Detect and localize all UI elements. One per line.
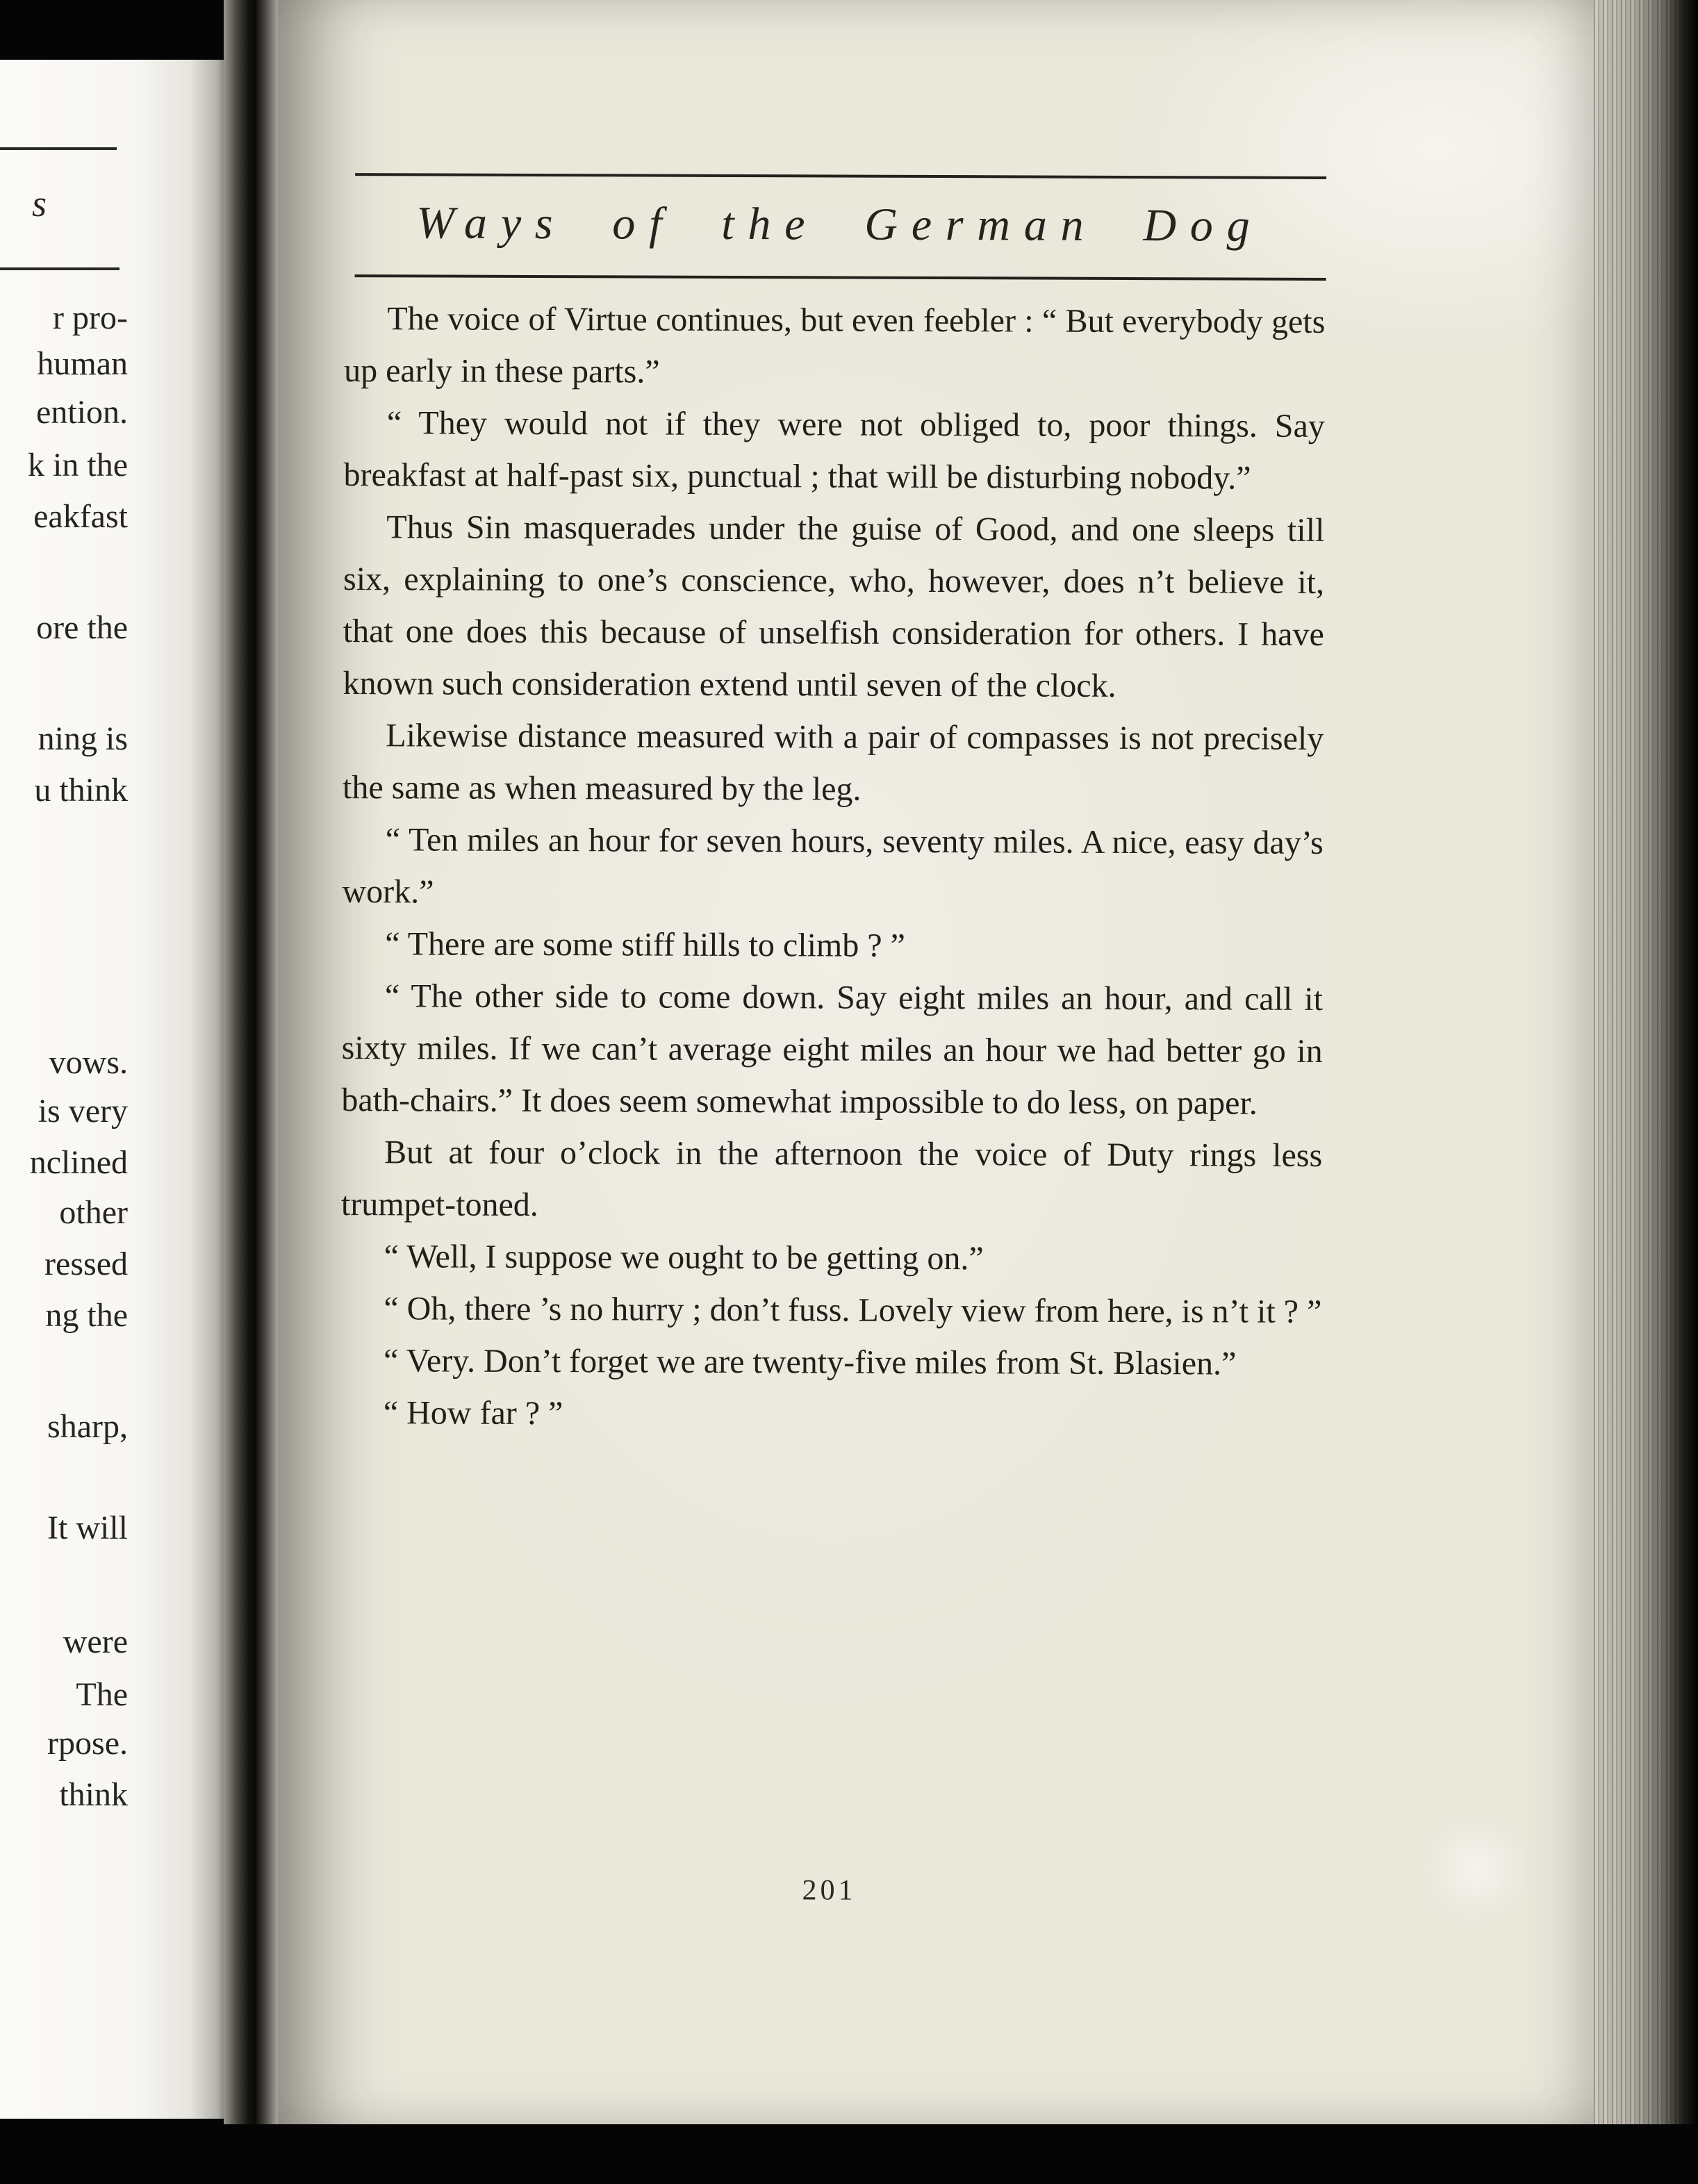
- paragraph: “ The other side to come down. Say eight miles an hour, and call it sixty miles. If we can’t average eight miles an hour we had better go in bath-chairs.” It does seem somewhat impossible to do less, on paper.: [341, 977, 1324, 1122]
- left-page-line-fragment: think: [59, 1776, 128, 1813]
- book-gutter-shadow: [224, 0, 278, 2124]
- previous-page-partial: [0, 60, 224, 2119]
- left-page-text-fragments: [0, 60, 131, 2119]
- paragraph: “ Oh, there ’s no hurry ; don’t fuss. Lovely view from here, is n’t it ? ”: [384, 1290, 1322, 1330]
- paragraph: Likewise distance measured with a pair of compasses is not precisely the same as when measured by the leg.: [342, 717, 1324, 808]
- left-page-line-fragment: were: [63, 1623, 128, 1660]
- left-page-line-fragment: other: [59, 1194, 128, 1231]
- left-page-line-fragment: ention.: [36, 394, 128, 431]
- left-page-header-fragment: s: [32, 183, 47, 224]
- paragraph: Thus Sin masquerades under the guise of Good, and one sleeps till six, explaining to one’s conscience, who, however, does n’t believe it, that one does this because of unselfish consideration for others. I have known such consideration extend until seven of the clock.: [343, 508, 1325, 704]
- paragraph: “ Ten miles an hour for seven hours, seventy miles. A nice, easy day’s work.”: [342, 821, 1324, 911]
- left-page-line-fragment: ning is: [38, 720, 128, 757]
- header-rule-top: [355, 173, 1326, 179]
- left-page-line-fragment: sharp,: [47, 1408, 128, 1445]
- left-page-line-fragment: eakfast: [33, 498, 128, 535]
- left-page-line-fragment: ressed: [44, 1246, 128, 1282]
- left-page-line-fragment: nclined: [29, 1144, 128, 1181]
- page-content: [270, 0, 1594, 2126]
- left-page-line-fragment: human: [37, 345, 128, 382]
- book-page: [278, 0, 1594, 2124]
- left-page-line-fragment: r pro-: [53, 299, 128, 336]
- left-page-line-fragment: is very: [38, 1093, 128, 1130]
- paragraph: “ They would not if they were not obliged to, poor things. Say breakfast at half-past six, punctual ; that will be disturbing nobody.”: [343, 404, 1325, 497]
- paragraph: “ There are some stiff hills to climb ? ”: [385, 925, 906, 964]
- left-page-line-fragment: vows.: [49, 1044, 128, 1081]
- left-page-line-fragment: rpose.: [47, 1725, 128, 1762]
- left-page-line-fragment: ore the: [36, 609, 128, 646]
- left-page-line-fragment: u think: [34, 772, 128, 809]
- paragraph: But at four o’clock in the afternoon the voice of Duty rings less trumpet-toned.: [340, 1134, 1323, 1224]
- left-page-line-fragment: ng the: [45, 1297, 128, 1334]
- paragraph: “ Well, I suppose we ought to be getting on.”: [384, 1238, 984, 1277]
- paragraph: “ How far ? ”: [383, 1394, 563, 1432]
- left-page-line-fragment: It will: [47, 1509, 128, 1546]
- page-number: 201: [802, 1874, 857, 1907]
- paragraph: The voice of Virtue continues, but even feebler : “ But everybody gets up early in these parts.”: [344, 300, 1326, 390]
- left-page-line-fragment: k in the: [28, 447, 128, 483]
- body-text: [340, 292, 1326, 1442]
- paragraph: “ Very. Don’t forget we are twenty-five miles from St. Blasien.”: [384, 1342, 1237, 1382]
- page-title: Ways of the German Dog: [416, 197, 1264, 251]
- left-page-line-fragment: The: [76, 1676, 128, 1713]
- page-edges: [1594, 0, 1698, 2124]
- header-rule-bottom: [355, 274, 1326, 281]
